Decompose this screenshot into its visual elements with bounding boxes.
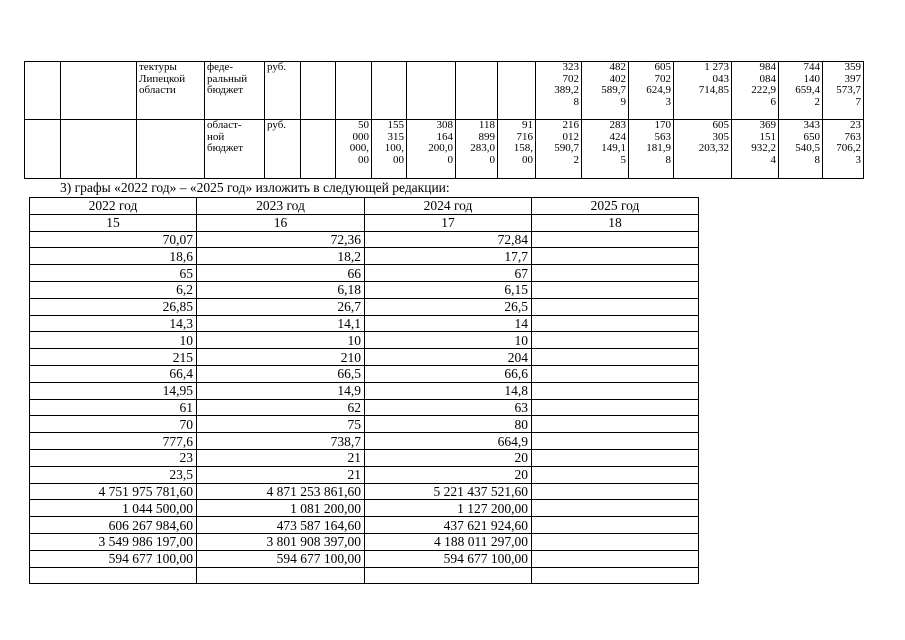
year-header: 2022 год: [30, 198, 197, 215]
column-number: 16: [197, 214, 365, 231]
unit-cell: руб.: [265, 62, 301, 120]
amount-cell: 359 397 573,7 7: [823, 62, 864, 120]
value-cell: [197, 567, 365, 584]
value-cell: [532, 483, 699, 500]
value-cell: 26,5: [365, 298, 532, 315]
years-table: [29, 197, 699, 584]
amount-cell: 23 763 706,2 3: [823, 120, 864, 179]
column-number: 18: [532, 214, 699, 231]
value-cell: [532, 231, 699, 248]
amount-cell: [372, 62, 407, 120]
budget-row: [25, 120, 864, 179]
value-cell: 66: [197, 265, 365, 282]
value-cell: [532, 281, 699, 298]
value-cell: 473 587 164,60: [197, 517, 365, 534]
empty-cell: [25, 120, 61, 179]
value-cell: 606 267 984,60: [30, 517, 197, 534]
table-row: [30, 382, 699, 399]
value-cell: [532, 517, 699, 534]
table-row: [30, 349, 699, 366]
value-cell: [532, 533, 699, 550]
value-cell: [532, 416, 699, 433]
value-cell: 6,18: [197, 281, 365, 298]
value-cell: [532, 349, 699, 366]
table-row: [30, 248, 699, 265]
value-cell: [532, 332, 699, 349]
value-cell: 6,2: [30, 281, 197, 298]
value-cell: 4 751 975 781,60: [30, 483, 197, 500]
amount-cell: 50 000 000, 00: [336, 120, 372, 179]
value-cell: 21: [197, 449, 365, 466]
budget-row: [25, 62, 864, 120]
amount-cell: 155 315 100, 00: [372, 120, 407, 179]
table-row: [30, 265, 699, 282]
program-name-cell: [137, 120, 205, 179]
value-cell: 594 677 100,00: [365, 550, 532, 567]
value-cell: 70,07: [30, 231, 197, 248]
amount-cell: 283 424 149,1 5: [582, 120, 629, 179]
value-cell: [532, 248, 699, 265]
value-cell: 72,36: [197, 231, 365, 248]
funding-source-cell: феде- ральный бюджет: [205, 62, 265, 120]
value-cell: 3 801 908 397,00: [197, 533, 365, 550]
year-header-row: [30, 198, 699, 215]
value-cell: 70: [30, 416, 197, 433]
year-header: 2023 год: [197, 198, 365, 215]
amount-cell: 323 702 389,2 8: [536, 62, 582, 120]
value-cell: [532, 567, 699, 584]
value-cell: 664,9: [365, 433, 532, 450]
value-cell: 66,4: [30, 365, 197, 382]
value-cell: 14,95: [30, 382, 197, 399]
table-row: [30, 365, 699, 382]
table-row: [30, 298, 699, 315]
table-row: [30, 449, 699, 466]
table-row: [30, 466, 699, 483]
value-cell: [532, 433, 699, 450]
value-cell: [532, 449, 699, 466]
column-number-row: [30, 214, 699, 231]
value-cell: [532, 466, 699, 483]
amount-cell: 118 899 283,0 0: [456, 120, 498, 179]
value-cell: 6,15: [365, 281, 532, 298]
amount-cell: [407, 62, 456, 120]
empty-cell: [61, 62, 137, 120]
table-row: [30, 315, 699, 332]
value-cell: [532, 315, 699, 332]
value-cell: 18,2: [197, 248, 365, 265]
amount-cell: [498, 62, 536, 120]
amount-cell: 216 012 590,7 2: [536, 120, 582, 179]
table-row: [30, 281, 699, 298]
value-cell: 65: [30, 265, 197, 282]
amount-cell: 605 305 203,32: [674, 120, 732, 179]
value-cell: 1 081 200,00: [197, 500, 365, 517]
value-cell: 10: [365, 332, 532, 349]
table-row: [30, 433, 699, 450]
value-cell: 594 677 100,00: [30, 550, 197, 567]
table-row: [30, 416, 699, 433]
value-cell: [532, 399, 699, 416]
value-cell: 75: [197, 416, 365, 433]
amount-cell: 605 702 624,9 3: [629, 62, 674, 120]
value-cell: 63: [365, 399, 532, 416]
value-cell: 72,84: [365, 231, 532, 248]
value-cell: 14: [365, 315, 532, 332]
value-cell: 26,7: [197, 298, 365, 315]
table-row: [30, 517, 699, 534]
value-cell: 20: [365, 466, 532, 483]
value-cell: 14,8: [365, 382, 532, 399]
value-cell: 5 221 437 521,60: [365, 483, 532, 500]
amount-cell: 369 151 932,2 4: [732, 120, 779, 179]
value-cell: 4 188 011 297,00: [365, 533, 532, 550]
value-cell: [532, 500, 699, 517]
value-cell: 437 621 924,60: [365, 517, 532, 534]
column-number: 17: [365, 214, 532, 231]
value-cell: 1 044 500,00: [30, 500, 197, 517]
value-cell: [532, 365, 699, 382]
value-cell: 4 871 253 861,60: [197, 483, 365, 500]
value-cell: 66,5: [197, 365, 365, 382]
table-row: [30, 483, 699, 500]
value-cell: 1 127 200,00: [365, 500, 532, 517]
value-cell: 10: [197, 332, 365, 349]
empty-cell: [61, 120, 137, 179]
amount-cell: 1 273 043 714,85: [674, 62, 732, 120]
value-cell: 210: [197, 349, 365, 366]
year-header: 2024 год: [365, 198, 532, 215]
value-cell: 10: [30, 332, 197, 349]
value-cell: 14,3: [30, 315, 197, 332]
value-cell: 23: [30, 449, 197, 466]
value-cell: 62: [197, 399, 365, 416]
value-cell: 66,6: [365, 365, 532, 382]
table-row: [30, 231, 699, 248]
amendment-caption: 3) графы «2022 год» – «2025 год» изложить в следующей редакции:: [60, 180, 450, 195]
value-cell: 20: [365, 449, 532, 466]
column-number: 15: [30, 214, 197, 231]
value-cell: 67: [365, 265, 532, 282]
value-cell: 14,1: [197, 315, 365, 332]
budget-table: [24, 61, 864, 179]
table-row: [30, 550, 699, 567]
amount-cell: [336, 62, 372, 120]
amount-cell: 91 716 158, 00: [498, 120, 536, 179]
value-cell: 777,6: [30, 433, 197, 450]
value-cell: 738,7: [197, 433, 365, 450]
table-row: [30, 332, 699, 349]
amount-cell: [456, 62, 498, 120]
value-cell: 18,6: [30, 248, 197, 265]
value-cell: [532, 298, 699, 315]
value-cell: 3 549 986 197,00: [30, 533, 197, 550]
value-cell: 21: [197, 466, 365, 483]
value-cell: 17,7: [365, 248, 532, 265]
amount-cell: 984 084 222,9 6: [732, 62, 779, 120]
value-cell: [532, 265, 699, 282]
value-cell: 204: [365, 349, 532, 366]
value-cell: [532, 382, 699, 399]
table-row: [30, 500, 699, 517]
value-cell: [30, 567, 197, 584]
value-cell: 594 677 100,00: [197, 550, 365, 567]
value-cell: [532, 550, 699, 567]
amount-cell: 482 402 589,7 9: [582, 62, 629, 120]
amount-cell: 308 164 200,0 0: [407, 120, 456, 179]
table-row: [30, 399, 699, 416]
unit-cell: руб.: [265, 120, 301, 179]
amount-cell: 170 563 181,9 8: [629, 120, 674, 179]
amount-cell: [301, 120, 336, 179]
funding-source-cell: област- ной бюджет: [205, 120, 265, 179]
value-cell: 61: [30, 399, 197, 416]
empty-cell: [25, 62, 61, 120]
amount-cell: 744 140 659,4 2: [779, 62, 823, 120]
value-cell: 14,9: [197, 382, 365, 399]
table-row: [30, 567, 699, 584]
value-cell: [365, 567, 532, 584]
value-cell: 80: [365, 416, 532, 433]
value-cell: 26,85: [30, 298, 197, 315]
table-row: [30, 533, 699, 550]
amount-cell: 343 650 540,5 8: [779, 120, 823, 179]
amount-cell: [301, 62, 336, 120]
year-header: 2025 год: [532, 198, 699, 215]
value-cell: 215: [30, 349, 197, 366]
program-name-cell: тектуры Липецкой области: [137, 62, 205, 120]
value-cell: 23,5: [30, 466, 197, 483]
